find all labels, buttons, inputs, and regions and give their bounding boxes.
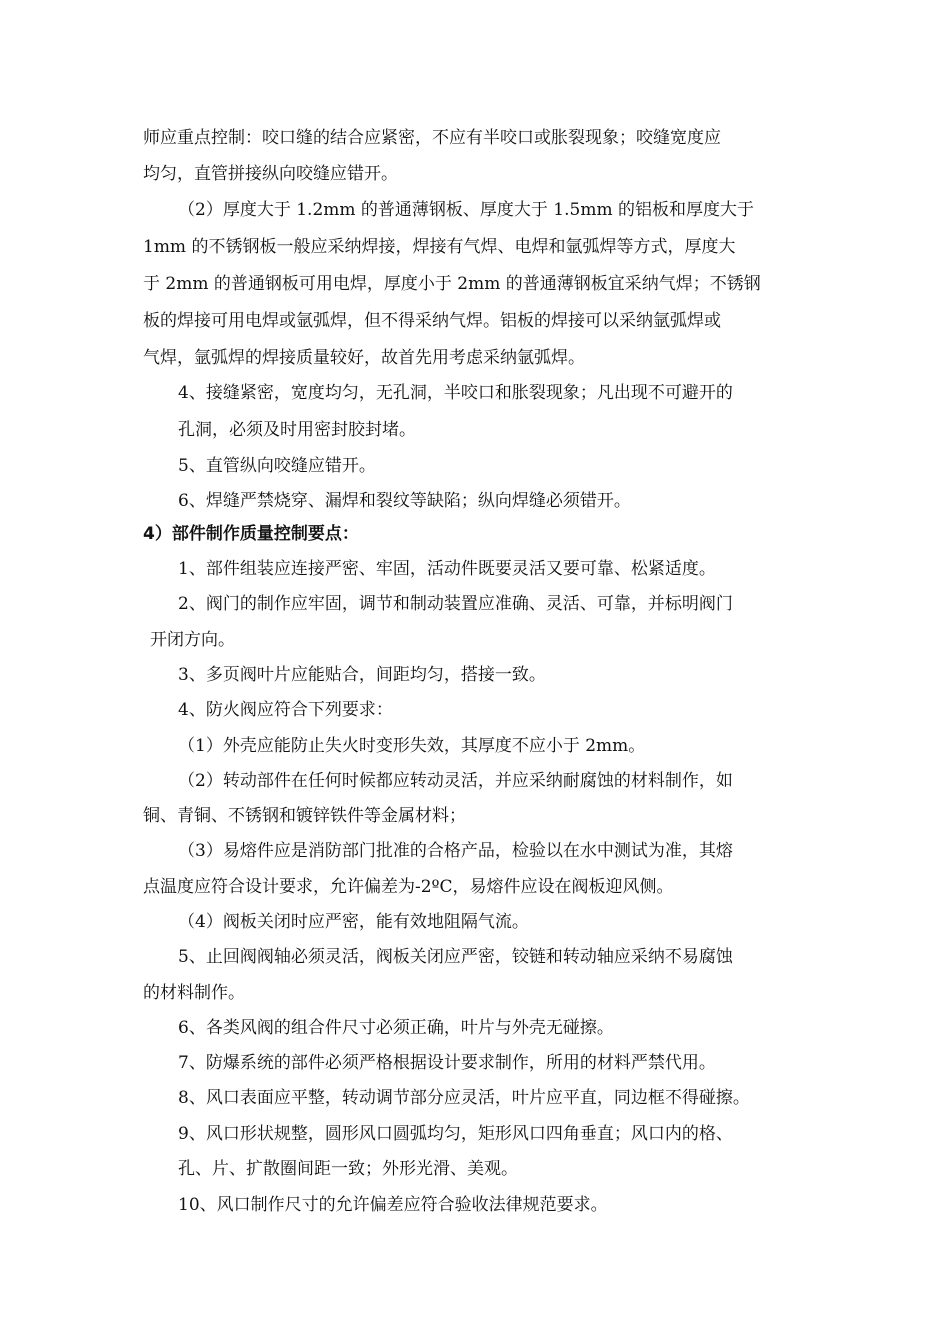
text-line-31: 10、风口制作尺寸的允许偏差应符合验收法律规范要求。 [178,1195,608,1215]
text-line-27: 7、防爆系统的部件必须严格根据设计要求制作，所用的材料严禁代用。 [178,1053,716,1073]
text-line-7: 气焊，氩弧焊的焊接质量较好，故首先用考虑采纳氩弧焊。 [143,348,585,368]
text-line-30: 孔、片、扩散圈间距一致；外形光滑、美观。 [178,1159,518,1179]
text-line-10: 5、直管纵向咬缝应错开。 [178,456,376,476]
text-line-28: 8、风口表面应平整，转动调节部分应灵活，叶片应平直，同边框不得碰擦。 [178,1088,750,1108]
text-line-25: 的材料制作。 [143,983,245,1003]
text-line-15: 开闭方向。 [150,630,235,650]
text-line-20: 铜、青铜、不锈钢和镀锌铁件等金属材料； [143,806,466,826]
text-line-19: （2）转动部件在任何时候都应转动灵活，并应采纳耐腐蚀的材料制作，如 [178,771,733,791]
text-line-29: 9、风口形状规整，圆形风口圆弧均匀，矩形风口四角垂直；风口内的格、 [178,1124,733,1144]
text-line-14: 2、阀门的制作应牢固，调节和制动装置应准确、灵活、可靠，并标明阀门 [178,594,733,614]
text-line-24: 5、止回阀阀轴必须灵活，阀板关闭应严密，铰链和转动轴应采纳不易腐蚀 [178,947,733,967]
text-line-21: （3）易熔件应是消防部门批准的合格产品，检验以在水中测试为准，其熔 [178,841,733,861]
text-line-26: 6、各类风阀的组合件尺寸必须正确，叶片与外壳无碰擦。 [178,1018,614,1038]
text-line-16: 3、多页阀叶片应能贴合，间距均匀，搭接一致。 [178,665,546,685]
text-line-5: 于 2mm 的普通钢板可用电焊，厚度小于 2mm 的普通薄钢板宜采纳气焊；不锈钢 [143,274,761,294]
text-line-9: 孔洞，必须及时用密封胶封堵。 [178,420,416,440]
text-line-17: 4、防火阀应符合下列要求： [178,700,393,720]
text-line-13: 1、部件组装应连接严密、牢固，活动件既要灵活又要可靠、松紧适度。 [178,559,716,579]
text-line-18: （1）外壳应能防止失火时变形失效，其厚度不应小于 2mm。 [178,736,646,756]
text-line-3: （2）厚度大于 1.2mm 的普通薄钢板、厚度大于 1.5mm 的铝板和厚度大于 [178,200,754,220]
text-line-2: 均匀，直管拼接纵向咬缝应错开。 [143,164,398,184]
text-line-8: 4、接缝紧密，宽度均匀，无孔洞，半咬口和胀裂现象；凡出现不可避开的 [178,383,733,403]
text-line-22: 点温度应符合设计要求，允许偏差为-2ºC，易熔件应设在阀板迎风侧。 [143,877,674,897]
text-line-1: 师应重点控制：咬口缝的结合应紧密，不应有半咬口或胀裂现象；咬缝宽度应 [143,128,721,148]
text-line-23: （4）阀板关闭时应严密，能有效地阻隔气流。 [178,912,529,932]
text-line-6: 板的焊接可用电焊或氩弧焊，但不得采纳气焊。铝板的焊接可以采纳氩弧焊或 [143,311,721,331]
text-line-11: 6、焊缝严禁烧穿、漏焊和裂纹等缺陷；纵向焊缝必须错开。 [178,491,631,511]
section-heading: 4）部件制作质量控制要点： [143,524,359,544]
text-line-4: 1mm 的不锈钢板一般应采纳焊接，焊接有气焊、电焊和氩弧焊等方式，厚度大 [143,237,736,257]
